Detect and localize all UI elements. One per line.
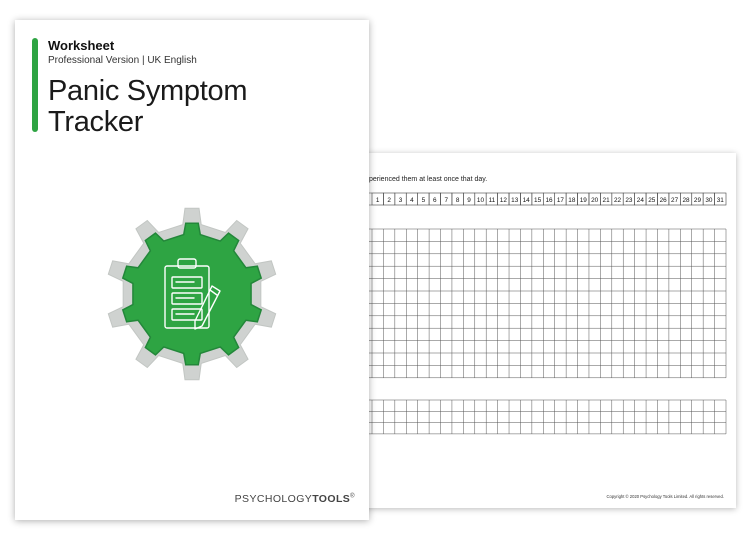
day-number: 2	[387, 197, 391, 204]
tracker-grid-block	[352, 400, 726, 434]
worksheet-title: Panic Symptom Tracker	[48, 75, 248, 138]
day-number: 5	[421, 197, 426, 204]
day-number: 10	[476, 197, 485, 204]
day-number: 3	[398, 197, 403, 204]
day-number: 28	[682, 197, 690, 204]
day-number: 18	[568, 197, 576, 204]
day-number: 19	[579, 197, 587, 204]
day-number: 6	[433, 197, 437, 204]
worksheet-back-page	[352, 153, 736, 508]
day-number: 4	[410, 197, 414, 204]
worksheet-label: Worksheet	[48, 38, 115, 53]
tracker-grid	[352, 153, 736, 508]
version-label: Professional Version | UK English	[48, 55, 197, 66]
day-number: 17	[556, 197, 564, 204]
day-number: 8	[455, 197, 460, 204]
day-number: 26	[659, 197, 667, 204]
day-number: 14	[522, 197, 530, 204]
day-number: 24	[636, 197, 644, 204]
copyright-text: Copyright © 2020 Psychology Tools Limited. All rights reserved.	[606, 494, 724, 499]
day-number: 23	[625, 197, 633, 204]
worksheet-cover-page	[15, 20, 369, 520]
day-number: 30	[705, 197, 713, 204]
day-number: 16	[545, 197, 553, 204]
day-number: 20	[591, 197, 599, 204]
day-number: 7	[444, 197, 449, 204]
tracker-grid-block	[352, 229, 726, 378]
accent-bar	[32, 38, 38, 132]
day-number: 13	[511, 197, 519, 204]
instruction-text: perienced them at least once that day.	[369, 176, 488, 183]
day-number: 9	[467, 197, 471, 204]
day-number: 1	[375, 197, 380, 204]
day-number: 29	[693, 197, 702, 204]
day-number: 21	[602, 197, 610, 204]
psychology-tools-logo: PSYCHOLOGYTOOLS®	[234, 493, 355, 505]
day-number: 25	[648, 197, 656, 204]
clipboard-with-pencil-icon	[102, 204, 282, 384]
day-number: 31	[716, 197, 724, 204]
day-number: 22	[613, 197, 622, 204]
day-number: 27	[671, 197, 679, 204]
day-number: 12	[499, 197, 507, 204]
day-number: 11	[488, 197, 496, 204]
day-number: 15	[534, 197, 542, 204]
